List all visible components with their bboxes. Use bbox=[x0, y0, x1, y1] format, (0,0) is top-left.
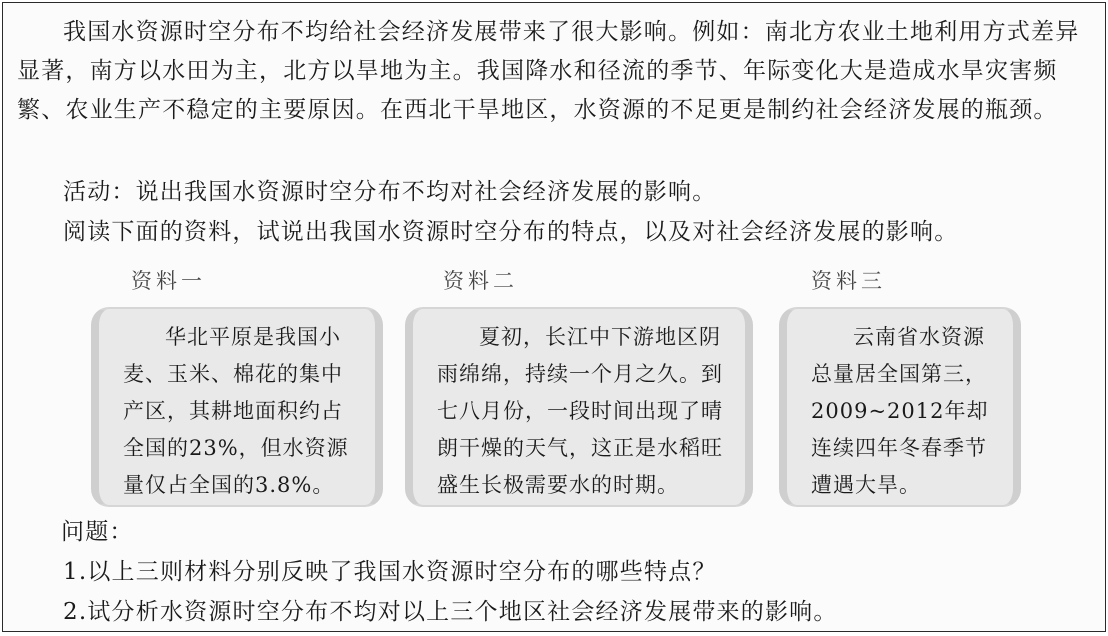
questions-heading: 问题： bbox=[61, 519, 134, 545]
question-2: 2.试分析水资源时空分布不均对以上三个地区社会经济发展带来的影响。 bbox=[63, 599, 838, 625]
material-1-label: 资料一 bbox=[131, 269, 206, 293]
material-3-label: 资料三 bbox=[811, 269, 886, 293]
material-2-card bbox=[405, 307, 753, 507]
textbook-page bbox=[2, 2, 1106, 632]
material-2-text: 夏初，长江中下游地区阴雨绵绵，持续一个月之久。到七八月份，一段时间出现了晴朗干燥的天气，这正是水稻旺盛生长极需要水的时期。 bbox=[437, 325, 723, 497]
question-1: 1.以上三则材料分别反映了我国水资源时空分布的哪些特点？ bbox=[63, 559, 717, 585]
material-1-text: 华北平原是我国小麦、玉米、棉花的集中产区，其耕地面积约占全国的23%，但水资源量仅占全国的3.8%。 bbox=[123, 325, 349, 497]
material-3-card bbox=[779, 307, 1021, 507]
activity-line: 活动：说出我国水资源时空分布不均对社会经济发展的影响。 bbox=[63, 179, 717, 205]
intro-paragraph: 我国水资源时空分布不均给社会经济发展带来了很大影响。例如：南北方农业土地利用方式差异显著，南方以水田为主，北方以旱地为主。我国降水和径流的季节、年际变化大是造成水旱灾害频繁、农业生产不稳定的主要原因。在西北干旱地区，水资源的不足更是制约社会经济发展的瓶颈。 bbox=[17, 19, 1080, 123]
material-3-text: 云南省水资源总量居全国第三，2009~2012年却连续四年冬春季节遭遇大旱。 bbox=[811, 325, 989, 497]
material-1-card bbox=[91, 307, 383, 507]
instruction-line: 阅读下面的资料，试说出我国水资源时空分布的特点，以及对社会经济发展的影响。 bbox=[63, 219, 959, 245]
material-2-label: 资料二 bbox=[443, 269, 518, 293]
